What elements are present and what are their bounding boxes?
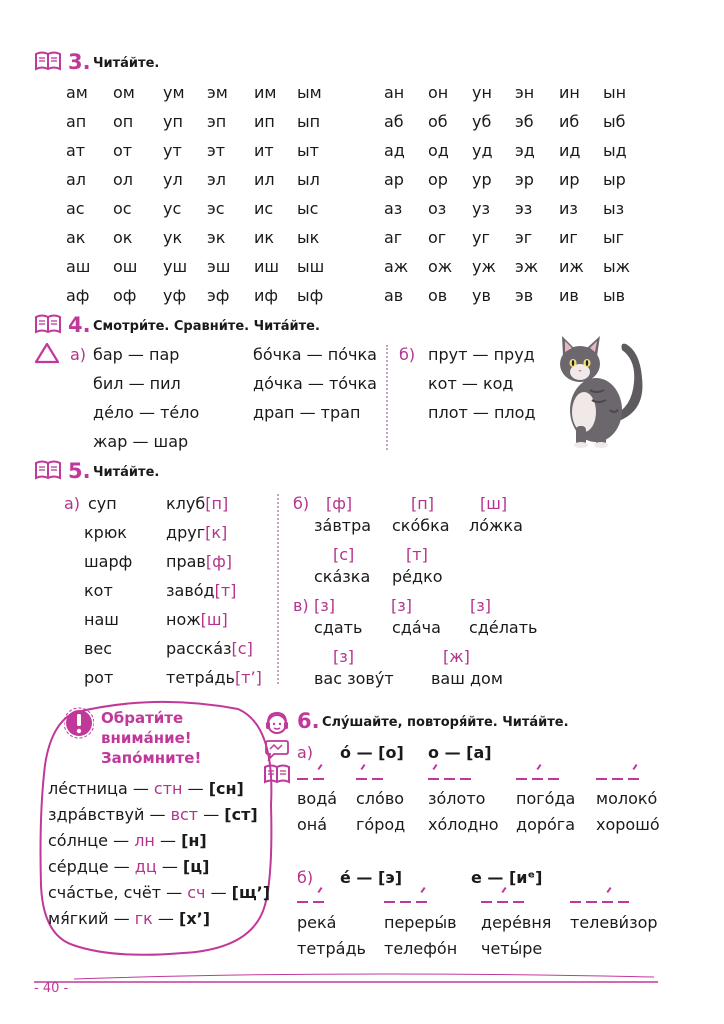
syllable: из xyxy=(559,199,578,218)
syllable: эк xyxy=(207,228,226,247)
syllable: уф xyxy=(163,286,187,305)
word: дере́вня xyxy=(481,913,552,932)
stress-pattern xyxy=(297,889,329,907)
word: зо́лото xyxy=(428,789,486,808)
word: ло́жка xyxy=(469,516,523,535)
syllable: ур xyxy=(472,170,492,189)
stress-mark xyxy=(317,764,322,770)
word: сде́лать xyxy=(469,618,538,637)
word: со́лнце — xyxy=(48,831,130,850)
word: ле́стница — xyxy=(48,779,149,798)
sound: [щ’] xyxy=(231,883,271,902)
syllable: ор xyxy=(428,170,448,189)
word: ска́зка xyxy=(314,567,371,586)
syllable: ак xyxy=(66,228,86,247)
syllable: аш xyxy=(66,257,91,276)
exercise-number: 3. xyxy=(68,50,91,74)
syllable: ук xyxy=(163,228,183,247)
divider xyxy=(386,345,388,450)
word-pair: до́чка — то́чка xyxy=(253,374,377,393)
word: нож xyxy=(166,610,201,629)
part-label: а) xyxy=(297,743,314,762)
syllable: ум xyxy=(163,83,185,102)
exclamation-icon xyxy=(64,706,94,740)
syllable-dash xyxy=(612,778,623,780)
stress-pattern xyxy=(516,766,564,784)
syllable: ыж xyxy=(603,257,631,276)
word: расска́з xyxy=(166,639,232,658)
rule: о́ — [о] xyxy=(340,743,404,762)
syllable: ал xyxy=(66,170,87,189)
syllable: ып xyxy=(297,112,321,131)
word: сда́ча xyxy=(392,618,441,637)
word: вас зову́т xyxy=(314,669,394,688)
word-with-transcription xyxy=(166,639,253,658)
syllable: ам xyxy=(66,83,88,102)
sound: [н] xyxy=(181,831,207,850)
transcription: [з] xyxy=(333,647,354,666)
stress-mark xyxy=(632,764,637,770)
word-with-transcription xyxy=(166,581,236,600)
word: шарф xyxy=(84,552,133,571)
stress-pattern xyxy=(356,766,388,784)
word-pair: прут — пруд xyxy=(428,345,535,364)
word: вес xyxy=(84,639,113,658)
word: го́род xyxy=(356,815,406,834)
word-with-transcription xyxy=(166,523,227,542)
syllable-dash xyxy=(570,901,581,903)
word: ре́дко xyxy=(392,567,443,586)
syllable: эл xyxy=(207,170,227,189)
syllable-dash xyxy=(516,778,527,780)
syllable: оз xyxy=(428,199,447,218)
syllable: ыл xyxy=(297,170,320,189)
stress-pattern xyxy=(297,766,329,784)
part-label: б) xyxy=(297,868,314,887)
sound: [ст] xyxy=(224,805,258,824)
syllable: ул xyxy=(163,170,183,189)
word: молоко́ xyxy=(596,789,658,808)
syllable: уг xyxy=(472,228,490,247)
sound: [х’] xyxy=(179,909,211,928)
syllable-dash xyxy=(400,901,411,903)
syllable-dash xyxy=(428,778,439,780)
syllable: иш xyxy=(254,257,280,276)
syllable: иж xyxy=(559,257,584,276)
part-label: а) xyxy=(70,345,87,364)
syllable: уб xyxy=(472,112,492,131)
transcription: [з] xyxy=(314,596,335,615)
syllable: оп xyxy=(113,112,134,131)
syllable: ил xyxy=(254,170,275,189)
syllable: эф xyxy=(207,286,230,305)
stress-mark xyxy=(360,764,365,770)
transcription: [п] xyxy=(205,494,229,513)
word: клуб xyxy=(166,494,206,513)
rule: е́ — [э] xyxy=(340,868,403,887)
syllable: ан xyxy=(384,83,405,102)
word: прав xyxy=(166,552,206,571)
transcription: [ф] xyxy=(326,494,353,513)
exercise-number: 5. xyxy=(68,459,91,483)
syllable: эр xyxy=(515,170,534,189)
word: сдать xyxy=(314,618,363,637)
word: друг xyxy=(166,523,206,542)
note-row xyxy=(48,779,244,798)
word: пого́да xyxy=(516,789,576,808)
syllable: эв xyxy=(515,286,534,305)
word-pair: бар — пар xyxy=(93,345,180,364)
word: рот xyxy=(84,668,114,687)
note-title-line: Запо́мните! xyxy=(101,749,202,767)
syllable: эд xyxy=(515,141,535,160)
transcription: [т’] xyxy=(234,668,262,687)
note-title xyxy=(101,708,201,768)
word: наш xyxy=(84,610,119,629)
word: ваш дом xyxy=(431,669,503,688)
syllable-dash xyxy=(513,901,524,903)
syllable: ас xyxy=(66,199,85,218)
syllable: ог xyxy=(428,228,447,247)
word: тетра́дь xyxy=(166,668,235,687)
syllable: уш xyxy=(163,257,188,276)
letter-cluster: вст xyxy=(170,805,199,824)
word: телефо́н xyxy=(384,939,458,958)
syllable: от xyxy=(113,141,133,160)
note-row xyxy=(48,831,207,850)
syllable: ув xyxy=(472,286,491,305)
syllable-dash xyxy=(548,778,559,780)
letter-cluster: лн xyxy=(134,831,155,850)
syllable: ир xyxy=(559,170,580,189)
note-title-line: внима́ние! xyxy=(101,729,192,747)
syllable: эн xyxy=(515,83,535,102)
word-pair: плот — плод xyxy=(428,403,536,422)
part-label: б) xyxy=(293,494,310,513)
syllable-dash xyxy=(586,901,597,903)
transcription: [ф] xyxy=(205,552,233,571)
syllable-dash xyxy=(481,901,492,903)
syllable: эс xyxy=(207,199,225,218)
syllable: ун xyxy=(472,83,492,102)
syllable-dash xyxy=(602,901,613,903)
stress-pattern xyxy=(596,766,644,784)
syllable: эг xyxy=(515,228,533,247)
syllable: эж xyxy=(515,257,539,276)
syllable: ок xyxy=(113,228,133,247)
word-with-transcription xyxy=(166,668,262,687)
word: заво́д xyxy=(166,581,215,600)
syllable: ат xyxy=(66,141,86,160)
word: се́рдце — xyxy=(48,857,130,876)
syllable: об xyxy=(428,112,448,131)
syllable: ож xyxy=(428,257,453,276)
dash: — xyxy=(187,779,204,798)
transcription: [з] xyxy=(470,596,491,615)
syllable: од xyxy=(428,141,449,160)
word: она́ xyxy=(297,815,328,834)
book-icon xyxy=(34,460,62,480)
syllable: ар xyxy=(384,170,404,189)
stress-mark xyxy=(606,887,611,893)
syllable: ут xyxy=(163,141,182,160)
syllable: уп xyxy=(163,112,183,131)
syllable: ош xyxy=(113,257,138,276)
book-icon xyxy=(34,314,62,334)
syllable-dash xyxy=(372,778,383,780)
syllable: ыс xyxy=(297,199,319,218)
syllable: ис xyxy=(254,199,274,218)
book-icon xyxy=(34,51,62,71)
dash: — xyxy=(161,857,178,876)
syllable: ык xyxy=(297,228,320,247)
stress-pattern xyxy=(481,889,529,907)
syllable: ыш xyxy=(297,257,325,276)
syllable: ап xyxy=(66,112,87,131)
syllable-dash xyxy=(444,778,455,780)
letter-cluster: стн xyxy=(153,779,183,798)
syllable: ов xyxy=(428,286,448,305)
syllable: ым xyxy=(297,83,322,102)
stress-mark xyxy=(536,764,541,770)
note-row xyxy=(48,883,270,902)
syllable: он xyxy=(428,83,449,102)
syllable: аф xyxy=(66,286,90,305)
transcription: [с] xyxy=(333,545,355,564)
exercise-number: 4. xyxy=(68,313,91,337)
syllable: ол xyxy=(113,170,134,189)
cat-illustration xyxy=(550,330,662,448)
letter-cluster: дц xyxy=(134,857,157,876)
part-label: б) xyxy=(399,345,416,364)
word-pair: кот — код xyxy=(428,374,514,393)
transcription: [з] xyxy=(391,596,412,615)
note-row xyxy=(48,909,210,928)
syllable-dash xyxy=(460,778,471,780)
footer-line xyxy=(34,972,658,986)
syllable-dash xyxy=(384,901,395,903)
syllable: ын xyxy=(603,83,627,102)
note-row xyxy=(48,805,258,824)
word: река́ xyxy=(297,913,337,932)
transcription: [ж] xyxy=(443,647,470,666)
syllable: иф xyxy=(254,286,279,305)
word: хорошо́ xyxy=(596,815,660,834)
syllable-dash xyxy=(596,778,607,780)
syllable: ик xyxy=(254,228,275,247)
syllable: иг xyxy=(559,228,578,247)
transcription: [с] xyxy=(231,639,253,658)
syllable-dash xyxy=(497,901,508,903)
syllable: ос xyxy=(113,199,132,218)
word-pair: де́ло — те́ло xyxy=(93,403,200,422)
word-with-transcription xyxy=(166,494,228,513)
speech-icon xyxy=(265,739,289,761)
sound: [ц] xyxy=(182,857,210,876)
exercise-title: Чита́йте. xyxy=(93,56,160,71)
part-label: а) xyxy=(64,494,81,513)
syllable-dash xyxy=(297,901,308,903)
syllable: аз xyxy=(384,199,403,218)
transcription: [п] xyxy=(411,494,434,513)
syllable: аж xyxy=(384,257,409,276)
transcription: [т] xyxy=(406,545,428,564)
syllable: ыд xyxy=(603,141,627,160)
word: кот xyxy=(84,581,113,600)
dash: — xyxy=(203,805,220,824)
transcription: [т] xyxy=(214,581,237,600)
word: мя́гкий — xyxy=(48,909,130,928)
syllable: ыт xyxy=(297,141,319,160)
syllable: эш xyxy=(207,257,231,276)
note-title-line: Обрати́те xyxy=(101,709,184,727)
book-icon xyxy=(263,764,291,784)
listen-icon xyxy=(264,710,290,736)
dash: — xyxy=(159,831,176,850)
syllable: эт xyxy=(207,141,226,160)
syllable: ус xyxy=(163,199,182,218)
word: суп xyxy=(88,494,117,513)
syllable: аг xyxy=(384,228,403,247)
exercise-title: Чита́йте. xyxy=(93,465,160,480)
word-with-transcription xyxy=(166,552,232,571)
rule: е — [иᵉ] xyxy=(471,868,543,887)
word: крюк xyxy=(84,523,127,542)
syllable: аб xyxy=(384,112,404,131)
syllable: ив xyxy=(559,286,579,305)
syllable: эп xyxy=(207,112,227,131)
stress-pattern xyxy=(570,889,634,907)
syllable: оф xyxy=(113,286,137,305)
note-row xyxy=(48,857,209,876)
syllable: ад xyxy=(384,141,405,160)
word: сча́стье, счёт — xyxy=(48,883,183,902)
syllable: ыв xyxy=(603,286,626,305)
exercise-title: Слу́шайте, повторя́йте. Чита́йте. xyxy=(322,715,569,730)
letter-cluster: сч xyxy=(187,883,206,902)
syllable: ид xyxy=(559,141,581,160)
syllable: ыз xyxy=(603,199,625,218)
syllable-dash xyxy=(313,901,324,903)
syllable: эм xyxy=(207,83,228,102)
syllable-dash xyxy=(628,778,639,780)
rule: о — [а] xyxy=(428,743,492,762)
word: сло́во xyxy=(356,789,405,808)
word: тетра́дь xyxy=(297,939,366,958)
divider xyxy=(277,494,279,684)
stress-pattern xyxy=(428,766,476,784)
sound: [сн] xyxy=(208,779,244,798)
syllable-dash xyxy=(618,901,629,903)
word-pair: драп — трап xyxy=(253,403,361,422)
word: здра́вствуй — xyxy=(48,805,166,824)
stress-mark xyxy=(317,887,322,893)
word-pair: бо́чка — по́чка xyxy=(253,345,377,364)
stress-mark xyxy=(501,887,506,893)
syllable: ит xyxy=(254,141,274,160)
stress-pattern xyxy=(384,889,432,907)
dash: — xyxy=(210,883,227,902)
word: переры́в xyxy=(384,913,457,932)
letter-cluster: гк xyxy=(134,909,153,928)
syllable-dash xyxy=(356,778,367,780)
word: ско́бка xyxy=(392,516,450,535)
syllable: эз xyxy=(515,199,533,218)
syllable: ыф xyxy=(297,286,324,305)
word: четы́ре xyxy=(481,939,543,958)
syllable: уж xyxy=(472,257,496,276)
word-with-transcription xyxy=(166,610,228,629)
syllable-dash xyxy=(416,901,427,903)
syllable: иб xyxy=(559,112,580,131)
syllable: им xyxy=(254,83,277,102)
exercise-number: 6. xyxy=(297,709,320,733)
transcription: [ш] xyxy=(200,610,228,629)
syllable: уд xyxy=(472,141,493,160)
syllable: ыр xyxy=(603,170,626,189)
syllable-dash xyxy=(532,778,543,780)
page-number: - 40 - xyxy=(34,981,69,996)
dash: — xyxy=(157,909,174,928)
syllable: ыб xyxy=(603,112,626,131)
syllable-dash xyxy=(313,778,324,780)
word: телеви́зор xyxy=(570,913,658,932)
word-pair: жар — шар xyxy=(93,432,189,451)
stress-mark xyxy=(420,887,425,893)
transcription: [к] xyxy=(205,523,228,542)
word-pair: бил — пил xyxy=(93,374,181,393)
syllable: ин xyxy=(559,83,580,102)
stress-mark xyxy=(432,764,437,770)
syllable: эб xyxy=(515,112,534,131)
word: хо́лодно xyxy=(428,815,499,834)
syllable: уз xyxy=(472,199,490,218)
syllable: ав xyxy=(384,286,404,305)
word: вода́ xyxy=(297,789,338,808)
syllable: ип xyxy=(254,112,275,131)
exercise-title: Смотри́те. Сравни́те. Чита́йте. xyxy=(93,319,320,334)
syllable-dash xyxy=(297,778,308,780)
word: за́втра xyxy=(314,516,372,535)
triangle-icon xyxy=(34,342,60,364)
part-label: в) xyxy=(293,596,309,615)
syllable: ыг xyxy=(603,228,625,247)
syllable: ом xyxy=(113,83,135,102)
word: доро́га xyxy=(516,815,576,834)
transcription: [ш] xyxy=(480,494,508,513)
